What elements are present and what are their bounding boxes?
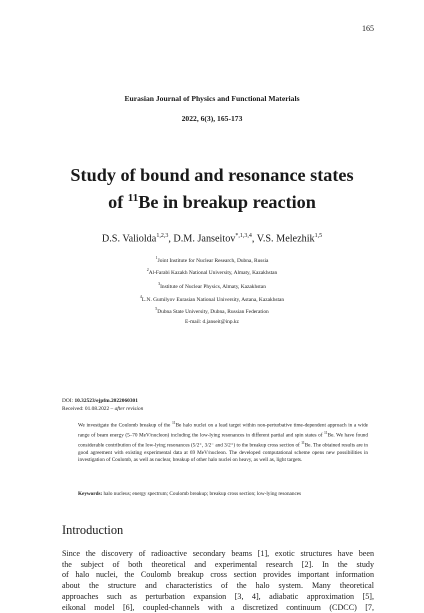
author-3: , V.S. Melezhik (251, 233, 315, 245)
intro-line: approaches such as perturbation expansion [3, 4], adiabatic approximation [5], (62, 591, 374, 601)
doi-value[interactable]: 10.32523/ejpfm.2022060301 (74, 398, 138, 404)
affiliation-3 (0, 281, 424, 290)
keywords-text: halo nucleus; energy spectrum; Coulomb breakup; breakup cross section; low-lying resonances (102, 491, 302, 497)
abstract-part-b: Be halo nuclei on a lead target within non-perturbative time-dependent approach in a wide range of beam energy (5–70 MeV/nucleon) including the low-lying resonances in different partial and spin states of (78, 422, 368, 439)
abstract-sup-3: 11 (301, 440, 305, 445)
author-list (0, 233, 424, 244)
author-2: , D.M. Janseitov (168, 233, 236, 245)
affiliation-5-sup: 5 (155, 306, 158, 311)
abstract-part-c: Be. We have found considerable contribution of the low-lying resonances (5/2 (78, 432, 368, 449)
affiliation-5 (0, 306, 424, 315)
abstract-part-g: and 3/2 (214, 442, 231, 449)
author-1: D.S. Valiolda (101, 233, 157, 245)
affiliation-1-sup: 1 (155, 255, 158, 260)
corresponding-email[interactable]: E-mail: d.janseit@inp.kz (185, 319, 239, 325)
affiliation-4-sup: 4 (139, 294, 142, 299)
received-note: – after revision (109, 405, 144, 412)
affiliation-3-sup: 3 (158, 281, 161, 286)
title-line2-pre: of (108, 192, 128, 213)
abstract-part-e: , 3/2 (202, 442, 212, 449)
author-1-affil: 1,2,3 (156, 233, 169, 239)
abstract-sup-2: 11 (323, 430, 328, 435)
keywords-label: Keywords: (78, 491, 103, 497)
abstract-part-j: Be. The obtained results are in good agreement with existing experimental data at 69 MeV/nucleon. The developed computational scheme opens new possibilities in investigation of Coulomb, as well as nuclear, breakup of other halo nuclei on heavy, as well as, light targets. (78, 442, 369, 464)
affiliation-4-text: L.N. Gumilyov Eurasian National University, Astana, Kazakhstan (141, 296, 285, 303)
affiliation-5-text: Dubna State University, Dubna, Russian Federation (157, 308, 269, 315)
abstract-part-i: ) to the breakup cross section of (233, 442, 302, 449)
author-3-affil: 1,5 (314, 233, 323, 239)
abstract-part-a: We investigate the Coulomb breakup of the (78, 422, 172, 429)
author-2-affil: *,1,3,4 (235, 233, 252, 239)
journal-name: Eurasian Journal of Physics and Functional Materials (124, 94, 300, 103)
paper-title (0, 164, 424, 214)
section-heading-introduction: Introduction (62, 523, 124, 537)
intro-line: about the structure and characteristics of the halo system. Many theoretical (62, 581, 374, 591)
affiliation-2-text: Al-Farabi Kazakh National University, Almaty, Kazakhstan (148, 269, 278, 276)
received-date: 01.08.2022 (84, 405, 110, 412)
doi-label: DOI: (62, 398, 75, 404)
title-line-1: Study of bound and resonance states (70, 165, 354, 185)
abstract-parity-2: ⁻ (211, 442, 215, 449)
intro-line: of halo nuclei, the Coulomb breakup cross section provides important information (62, 570, 374, 580)
journal-volume: 2022, 6(3), 165-173 (181, 114, 243, 123)
title-line2-post: Be in breakup reaction (138, 192, 316, 213)
affiliation-1 (0, 255, 424, 264)
page-number: 165 (362, 24, 374, 33)
affiliation-4 (0, 294, 424, 303)
received-label: Received: (62, 405, 85, 412)
abstract-parity-3: ⁺ (230, 442, 234, 449)
affiliation-2 (0, 267, 424, 276)
keywords (78, 491, 368, 498)
introduction-body (62, 549, 374, 613)
intro-line: Since the discovery of radioactive secondary beams [1], exotic structures have been (62, 549, 374, 558)
title-isotope-sup: 11 (127, 192, 139, 204)
abstract-parity-1: ⁺ (199, 442, 203, 449)
intro-line: the subject of both theoretical and experimental research [2]. In the study (62, 559, 374, 569)
abstract (78, 420, 368, 464)
intro-line: eikonal model [6], coupled-channels with a discretized continuum (CDCC) [7, (62, 602, 374, 612)
abstract-sup-1: 11 (171, 421, 176, 425)
affiliation-1-text: Joint Institute for Nuclear Research, Dubna, Russia (157, 257, 269, 264)
title-line-2 (0, 187, 424, 214)
affiliation-3-text: Institute of Nuclear Physics, Almaty, Kazakhstan (160, 283, 266, 290)
doi-block (62, 398, 143, 413)
affiliation-2-sup: 2 (146, 267, 149, 272)
